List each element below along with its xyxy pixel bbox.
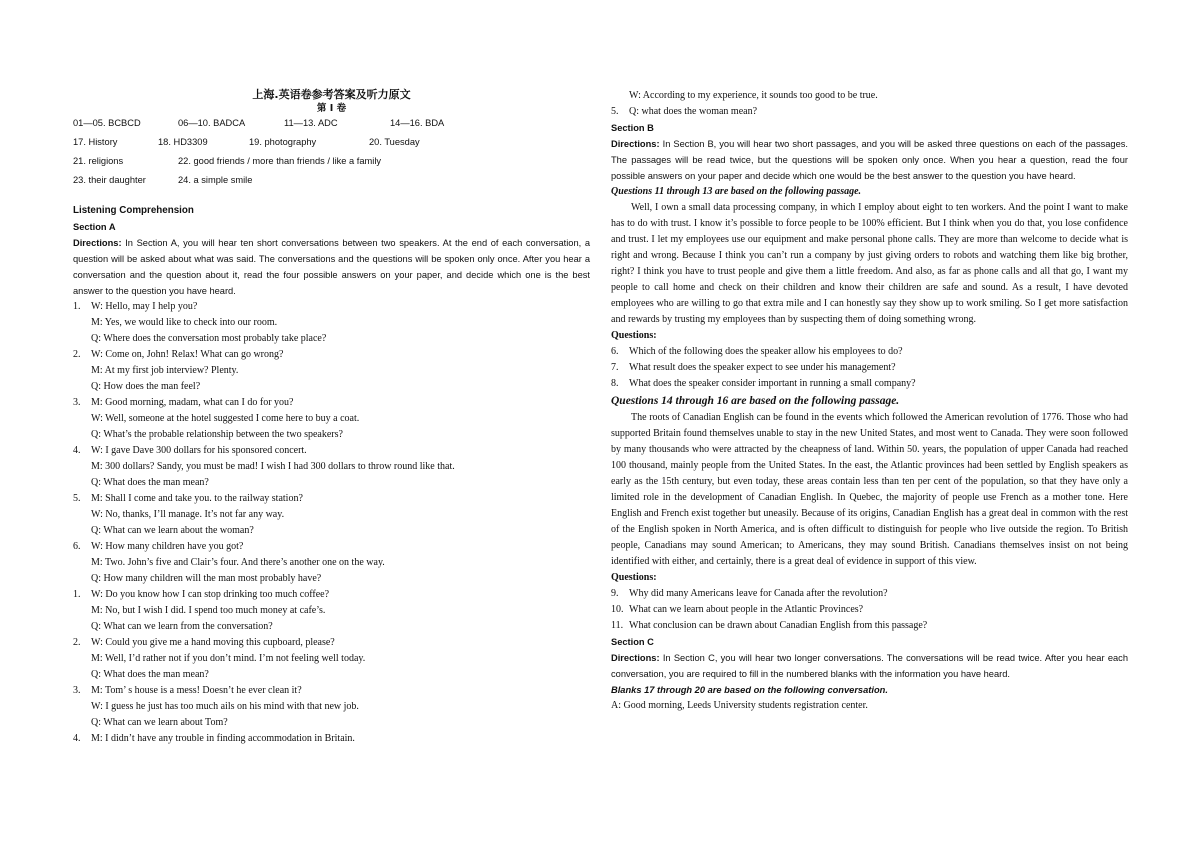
conversation-line: Q: What can we learn about Tom? [91,717,228,728]
conversation-item: 4. M: I didn’t have any trouble in finding accommodation in Britain. [73,733,355,744]
conversation-line: Q: How does the man feel? [91,381,201,392]
directions-text: In Section A, you will hear ten short conversations between two speakers. At the end of each conversation, a question will be asked about what was said. The conversations and the questions will be spoken only once. After you hear a conversation and the question about it, read the four possible answers on your paper, and decide which one is the best answer to the question you have heard. [73,238,590,296]
passage-2-heading: Questions 14 through 16 are based on the following passage. [611,395,900,407]
answer-cell: 17. History [73,137,118,147]
answer-row-4 [73,172,590,188]
questions-label: Questions: [611,572,657,583]
passage-1-heading: Questions 11 through 13 are based on the following passage. [611,186,862,197]
answer-cell: 21. religions [73,156,124,166]
conversation-line: W: I guess he just has too much ails on his mind with that new job. [91,701,359,712]
answer-row-2 [73,134,590,150]
answer-cell: 11—13. ADC [284,118,338,128]
section-c-heading: Section C [611,637,654,647]
passage-2-text: The roots of Canadian English can be found in the events which followed the American revolution of 1776. Those who had supported Britain found themselves unable to stay in the new United States, and most went to Canada. They were soon followed by many thousands who were attracted by the cheapness of land. Within 50. years, the population of upper Canada had reached 100 thousand, mainly people from the United States. In the east, the Atlantic provinces had been settled by English speakers as early as the 15th century, but even today, these areas contain less than ten per cent of the population, so that they have only a limited role in the development of Canadian English. In Quebec, the majority of people use French as a mother tone. Here English and French exist together but uneasily. Because of its origins, Canadian English has a great deal in common with the rest of the English spoken in North America, and is often difficult to distinguish for people who live outside the region. To British people, Canadians may sound American; to Americans, they may sound British. Canadians themselves insist on not being identified with either, and certainly, there is a great deal of evidence in support of this view. [611,412,1128,567]
conversation-line: W: Well, someone at the hotel suggested I come here to buy a coat. [91,413,360,424]
conversation-item: 2. W: Could you give me a hand moving this cupboard, please? [73,637,335,648]
page-subtitle: 第 I 卷 [316,103,347,114]
conversation-line: M: No, but I wish I did. I spend too much money at cafe’s. [91,605,326,616]
conversation-line: A: Good morning, Leeds University students registration center. [611,700,868,711]
conversation-line: W: No, thanks, I’ll manage. It’s not far any way. [91,509,285,520]
conversation-line: Q: What’s the probable relationship between the two speakers? [91,429,343,440]
directions-label: Directions: [611,653,660,663]
conversation-line: Q: What can we learn about the woman? [91,525,254,536]
directions-text: In Section C, you will hear two longer conversations. The conversations will be read twice. After you hear each conversation, you are required to fill in the numbered blanks with the information you have heard. [611,653,1128,679]
answer-cell: 19. photography [249,137,317,147]
answer-cell: 23. their daughter [73,175,146,185]
conversation-line: Q: How many children will the man most probably have? [91,573,322,584]
conversation-item: 1. W: Do you know how I can stop drinking too much coffee? [73,589,330,600]
question-item: 5. Q: what does the woman mean? [611,106,758,117]
directions-text: In Section B, you will hear two short passages, and you will be asked three questions on each of the passages. The passages will be read twice, but the questions will be spoken only once. When you hear a question, read the four possible answers on your paper and decide which one would be the best answer to the question you have heard. [611,139,1128,181]
right-column [611,88,1128,714]
conversation-line: M: Yes, we would like to check into our room. [91,317,278,328]
answer-cell: 14—16. BDA [390,118,445,128]
section-c-directions [611,650,1128,682]
answer-cell: 24. a simple smile [178,175,253,185]
conversation-item: 4. W: I gave Dave 300 dollars for his sponsored concert. [73,445,307,456]
directions-label: Directions: [73,238,122,248]
section-a-heading: Section A [73,222,116,232]
page-title: 上海.英语卷参考答案及听力原文 [252,88,411,101]
conversation-line: Q: What does the man mean? [91,669,209,680]
conversation-item: 5. M: Shall I come and take you. to the railway station? [73,493,303,504]
conversation-line: M: Two. John’s five and Clair’s four. And there’s another one on the way. [91,557,385,568]
answer-cell: 22. good friends / more than friends / like a family [178,156,382,166]
answer-row-1 [73,115,590,131]
section-b-heading: Section B [611,123,654,133]
conversation-item: 1. W: Hello, may I help you? [73,301,198,312]
answer-cell: 18. HD3309 [158,137,208,147]
conversation-line: Q: Where does the conversation most probably take place? [91,333,327,344]
answer-cell: 06—10. BADCA [178,118,246,128]
answer-cell: 20. Tuesday [369,137,420,147]
section-b-directions [611,136,1128,184]
conversation-line: Q: What can we learn from the conversation? [91,621,273,632]
question-item: 7. What result does the speaker expect to see under his management? [611,362,896,373]
conversation-line: W: According to my experience, it sounds too good to be true. [629,90,878,101]
section-a-directions [73,235,590,299]
conversation-item: 3. M: Tom’ s house is a mess! Doesn’t he ever clean it? [73,685,302,696]
answer-row-3 [73,153,590,169]
questions-label: Questions: [611,330,657,341]
conversation-item: 6. W: How many children have you got? [73,541,244,552]
question-item: 9. Why did many Americans leave for Canada after the revolution? [611,588,888,599]
directions-label: Directions: [611,139,660,149]
question-item: 6. Which of the following does the speaker allow his employees to do? [611,346,903,357]
conversation-line: Q: What does the man mean? [91,477,209,488]
passage-1-text: Well, I own a small data processing company, in which I employ about eight to ten workers. And the point I want to make has to do with trust. I know it’s possible to force people to be 100% efficient. But I think when you do that, you lose confidence and trust. I let my employees use our equipment and make personal phone calls. They are more than welcome to decide what is right and wrong. Because I think you can’t run a company by just giving orders to robots and watching them like big brother, right? I think you have to trust people and give them a little freedom. And also, as far as phone calls and all that go, I want my people to call home and check on their children and know their children are safe and sound. As a result, I have devoted employees who are willing to go that extra mile and I can honestly say they show up to work smiling. So I get more satisfaction and rewards by trusting my employees than by suspecting them of doing something wrong. [611,202,1128,325]
conversation-item: 3. M: Good morning, madam, what can I do for you? [73,397,294,408]
question-item: 8. What does the speaker consider important in running a small company? [611,378,916,389]
question-item: 10. What can we learn about people in the Atlantic Provinces? [611,604,864,615]
conversation-line: M: At my first job interview? Plenty. [91,365,239,376]
left-column [73,88,590,747]
conversation-list [73,299,590,747]
question-item: 11. What conclusion can be drawn about Canadian English from this passage? [611,620,928,631]
blanks-heading: Blanks 17 through 20 are based on the following conversation. [611,685,888,695]
conversation-line: M: 300 dollars? Sandy, you must be mad! I wish I had 300 dollars to throw round like that. [91,461,455,472]
answer-cell: 01—05. BCBCD [73,118,141,128]
conversation-item: 2. W: Come on, John! Relax! What can go wrong? [73,349,284,360]
conversation-line: M: Well, I’d rather not if you don’t mind. I’m not feeling well today. [91,653,366,664]
listening-heading: Listening Comprehension [73,205,194,216]
